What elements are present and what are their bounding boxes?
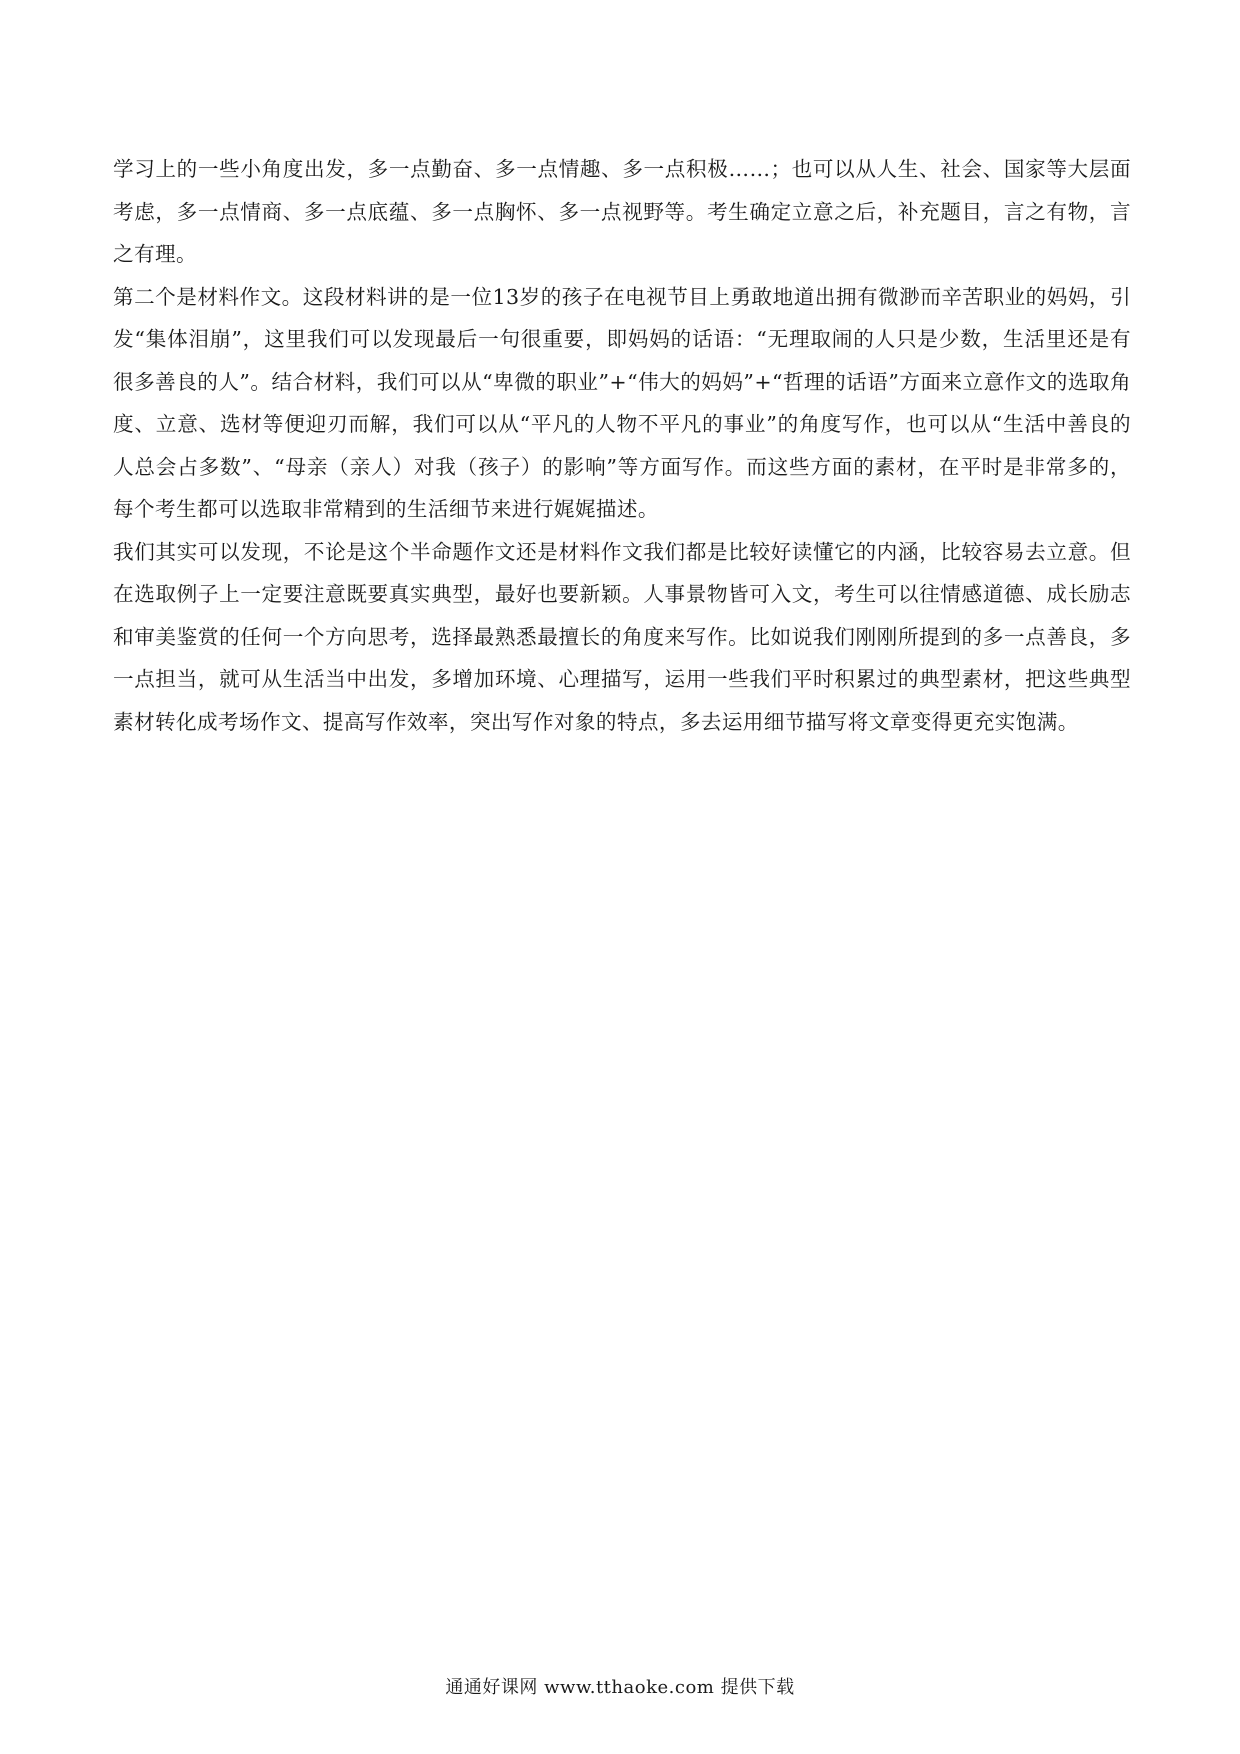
document-body: [113, 148, 1131, 743]
paragraph-3: 我们其实可以发现，不论是这个半命题作文还是材料作文我们都是比较好读懂它的内涵，比较容易去立意。但在选取例子上一定要注意既要真实典型，最好也要新颖。人事景物皆可入文，考生可以往情感道德、成长励志和审美鉴赏的任何一个方向思考，选择最熟悉最擅长的角度来写作。比如说我们刚刚所提到的多一点善良，多一点担当，就可从生活当中出发，多增加环境、心理描写，运用一些我们平时积累过的典型素材，把这些典型素材转化成考场作文、提高写作效率，突出写作对象的特点，多去运用细节描写将文章变得更充实饱满。: [113, 539, 1131, 734]
page-footer: 通通好课网 www.tthaoke.com 提供下载: [445, 1677, 795, 1698]
paragraph-1: 学习上的一些小角度出发，多一点勤奋、多一点情趣、多一点积极……；也可以从人生、社会、国家等大层面考虑，多一点情商、多一点底蕴、多一点胸怀、多一点视野等。考生确定立意之后，补充题目，言之有物，言之有理。: [113, 157, 1131, 266]
paragraph-2: 第二个是材料作文。这段材料讲的是一位13岁的孩子在电视节目上勇敢地道出拥有微渺而辛苦职业的妈妈，引发“集体泪崩”，这里我们可以发现最后一句很重要，即妈妈的话语：“无理取闹的人只是少数，生活里还是有很多善良的人”。结合材料，我们可以从“卑微的职业”+“伟大的妈妈”+“哲理的话语”方面来立意作文的选取角度、立意、选材等便迎刃而解，我们可以从“平凡的人物不平凡的事业”的角度写作，也可以从“生活中善良的人总会占多数”、“母亲（亲人）对我（孩子）的影响”等方面写作。而这些方面的素材，在平时是非常多的，每个考生都可以选取非常精到的生活细节来进行娓娓描述。: [113, 284, 1131, 521]
